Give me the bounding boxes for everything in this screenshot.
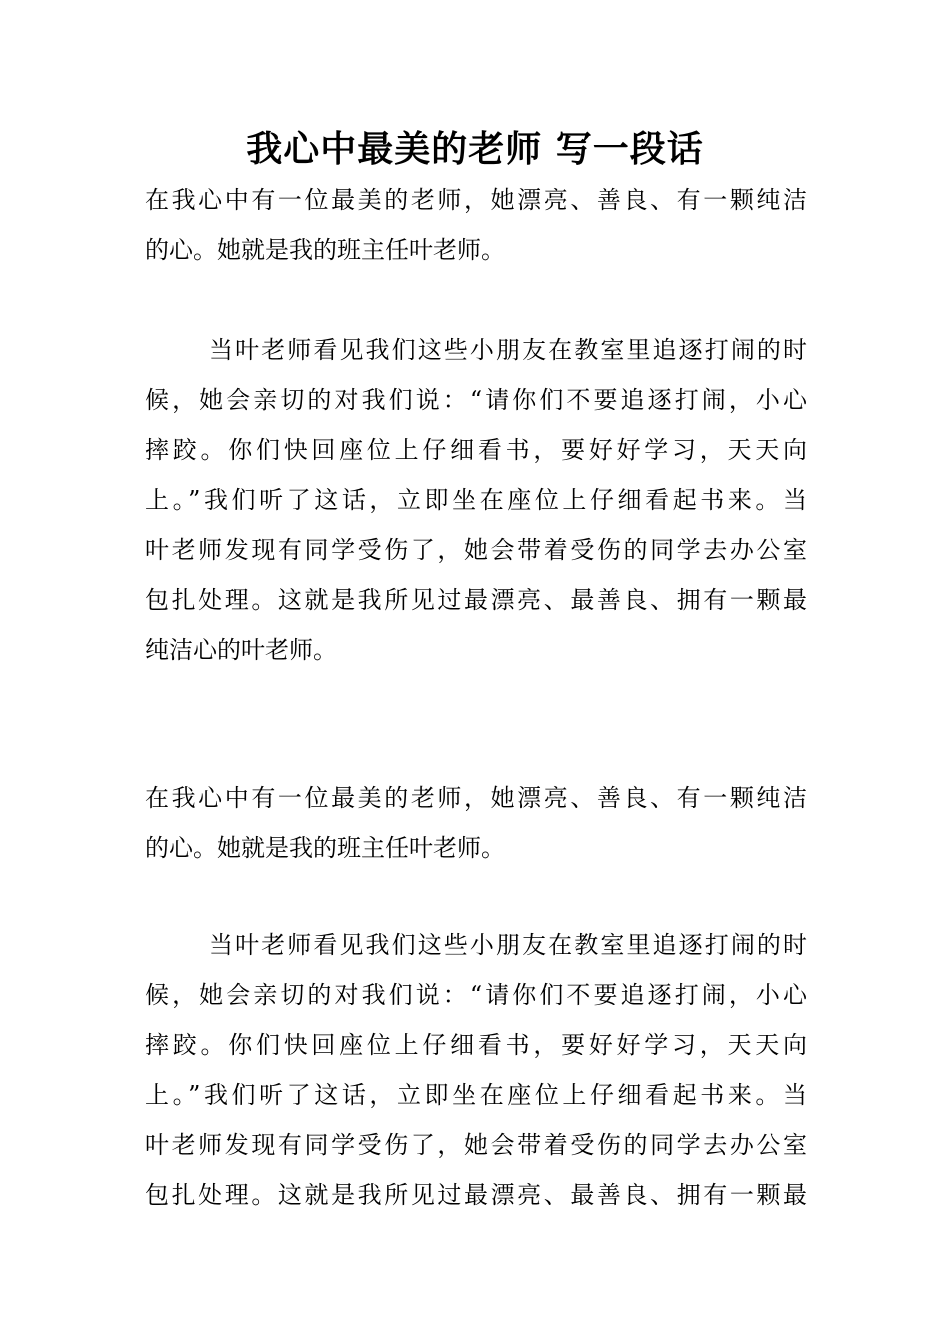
paragraph-line: 的心。她就是我的班主任叶老师。 bbox=[145, 834, 505, 862]
paragraph-2 bbox=[145, 325, 807, 675]
paragraph-line: 摔跤。你们快回座位上仔细看书，要好好学习，天天向 bbox=[145, 1031, 807, 1059]
paragraph-line: 在我心中有一位最美的老师，她漂亮、善良、有一颗纯洁 bbox=[145, 784, 807, 812]
paragraph-line: 当叶老师看见我们这些小朋友在教室里追逐打闹的时 bbox=[209, 336, 807, 364]
document-title: 我心中最美的老师 写一段话 bbox=[246, 129, 704, 170]
paragraph-line: 叶老师发现有同学受伤了，她会带着受伤的同学去办公室 bbox=[145, 1131, 807, 1159]
paragraph-line: 当叶老师看见我们这些小朋友在教室里追逐打闹的时 bbox=[209, 931, 807, 959]
paragraph-1 bbox=[145, 175, 807, 275]
paragraph-line: 上。”我们听了这话，立即坐在座位上仔细看起书来。当 bbox=[145, 486, 807, 514]
paragraph-line: 纯洁心的叶老师。 bbox=[145, 636, 337, 664]
paragraph-3 bbox=[145, 773, 807, 873]
paragraph-line: 摔跤。你们快回座位上仔细看书，要好好学习，天天向 bbox=[145, 436, 807, 464]
paragraph-line: 包扎处理。这就是我所见过最漂亮、最善良、拥有一颗最 bbox=[145, 586, 807, 614]
paragraph-4 bbox=[145, 920, 807, 1220]
paragraph-line: 叶老师发现有同学受伤了，她会带着受伤的同学去办公室 bbox=[145, 536, 807, 564]
paragraph-line: 候，她会亲切的对我们说：“请你们不要追逐打闹，小心 bbox=[145, 981, 807, 1009]
paragraph-line: 上。”我们听了这话，立即坐在座位上仔细看起书来。当 bbox=[145, 1081, 807, 1109]
paragraph-line: 包扎处理。这就是我所见过最漂亮、最善良、拥有一颗最 bbox=[145, 1181, 807, 1209]
paragraph-line: 的心。她就是我的班主任叶老师。 bbox=[145, 236, 505, 264]
paragraph-line: 候，她会亲切的对我们说：“请你们不要追逐打闹，小心 bbox=[145, 386, 807, 414]
paragraph-line: 在我心中有一位最美的老师，她漂亮、善良、有一颗纯洁 bbox=[145, 186, 807, 214]
